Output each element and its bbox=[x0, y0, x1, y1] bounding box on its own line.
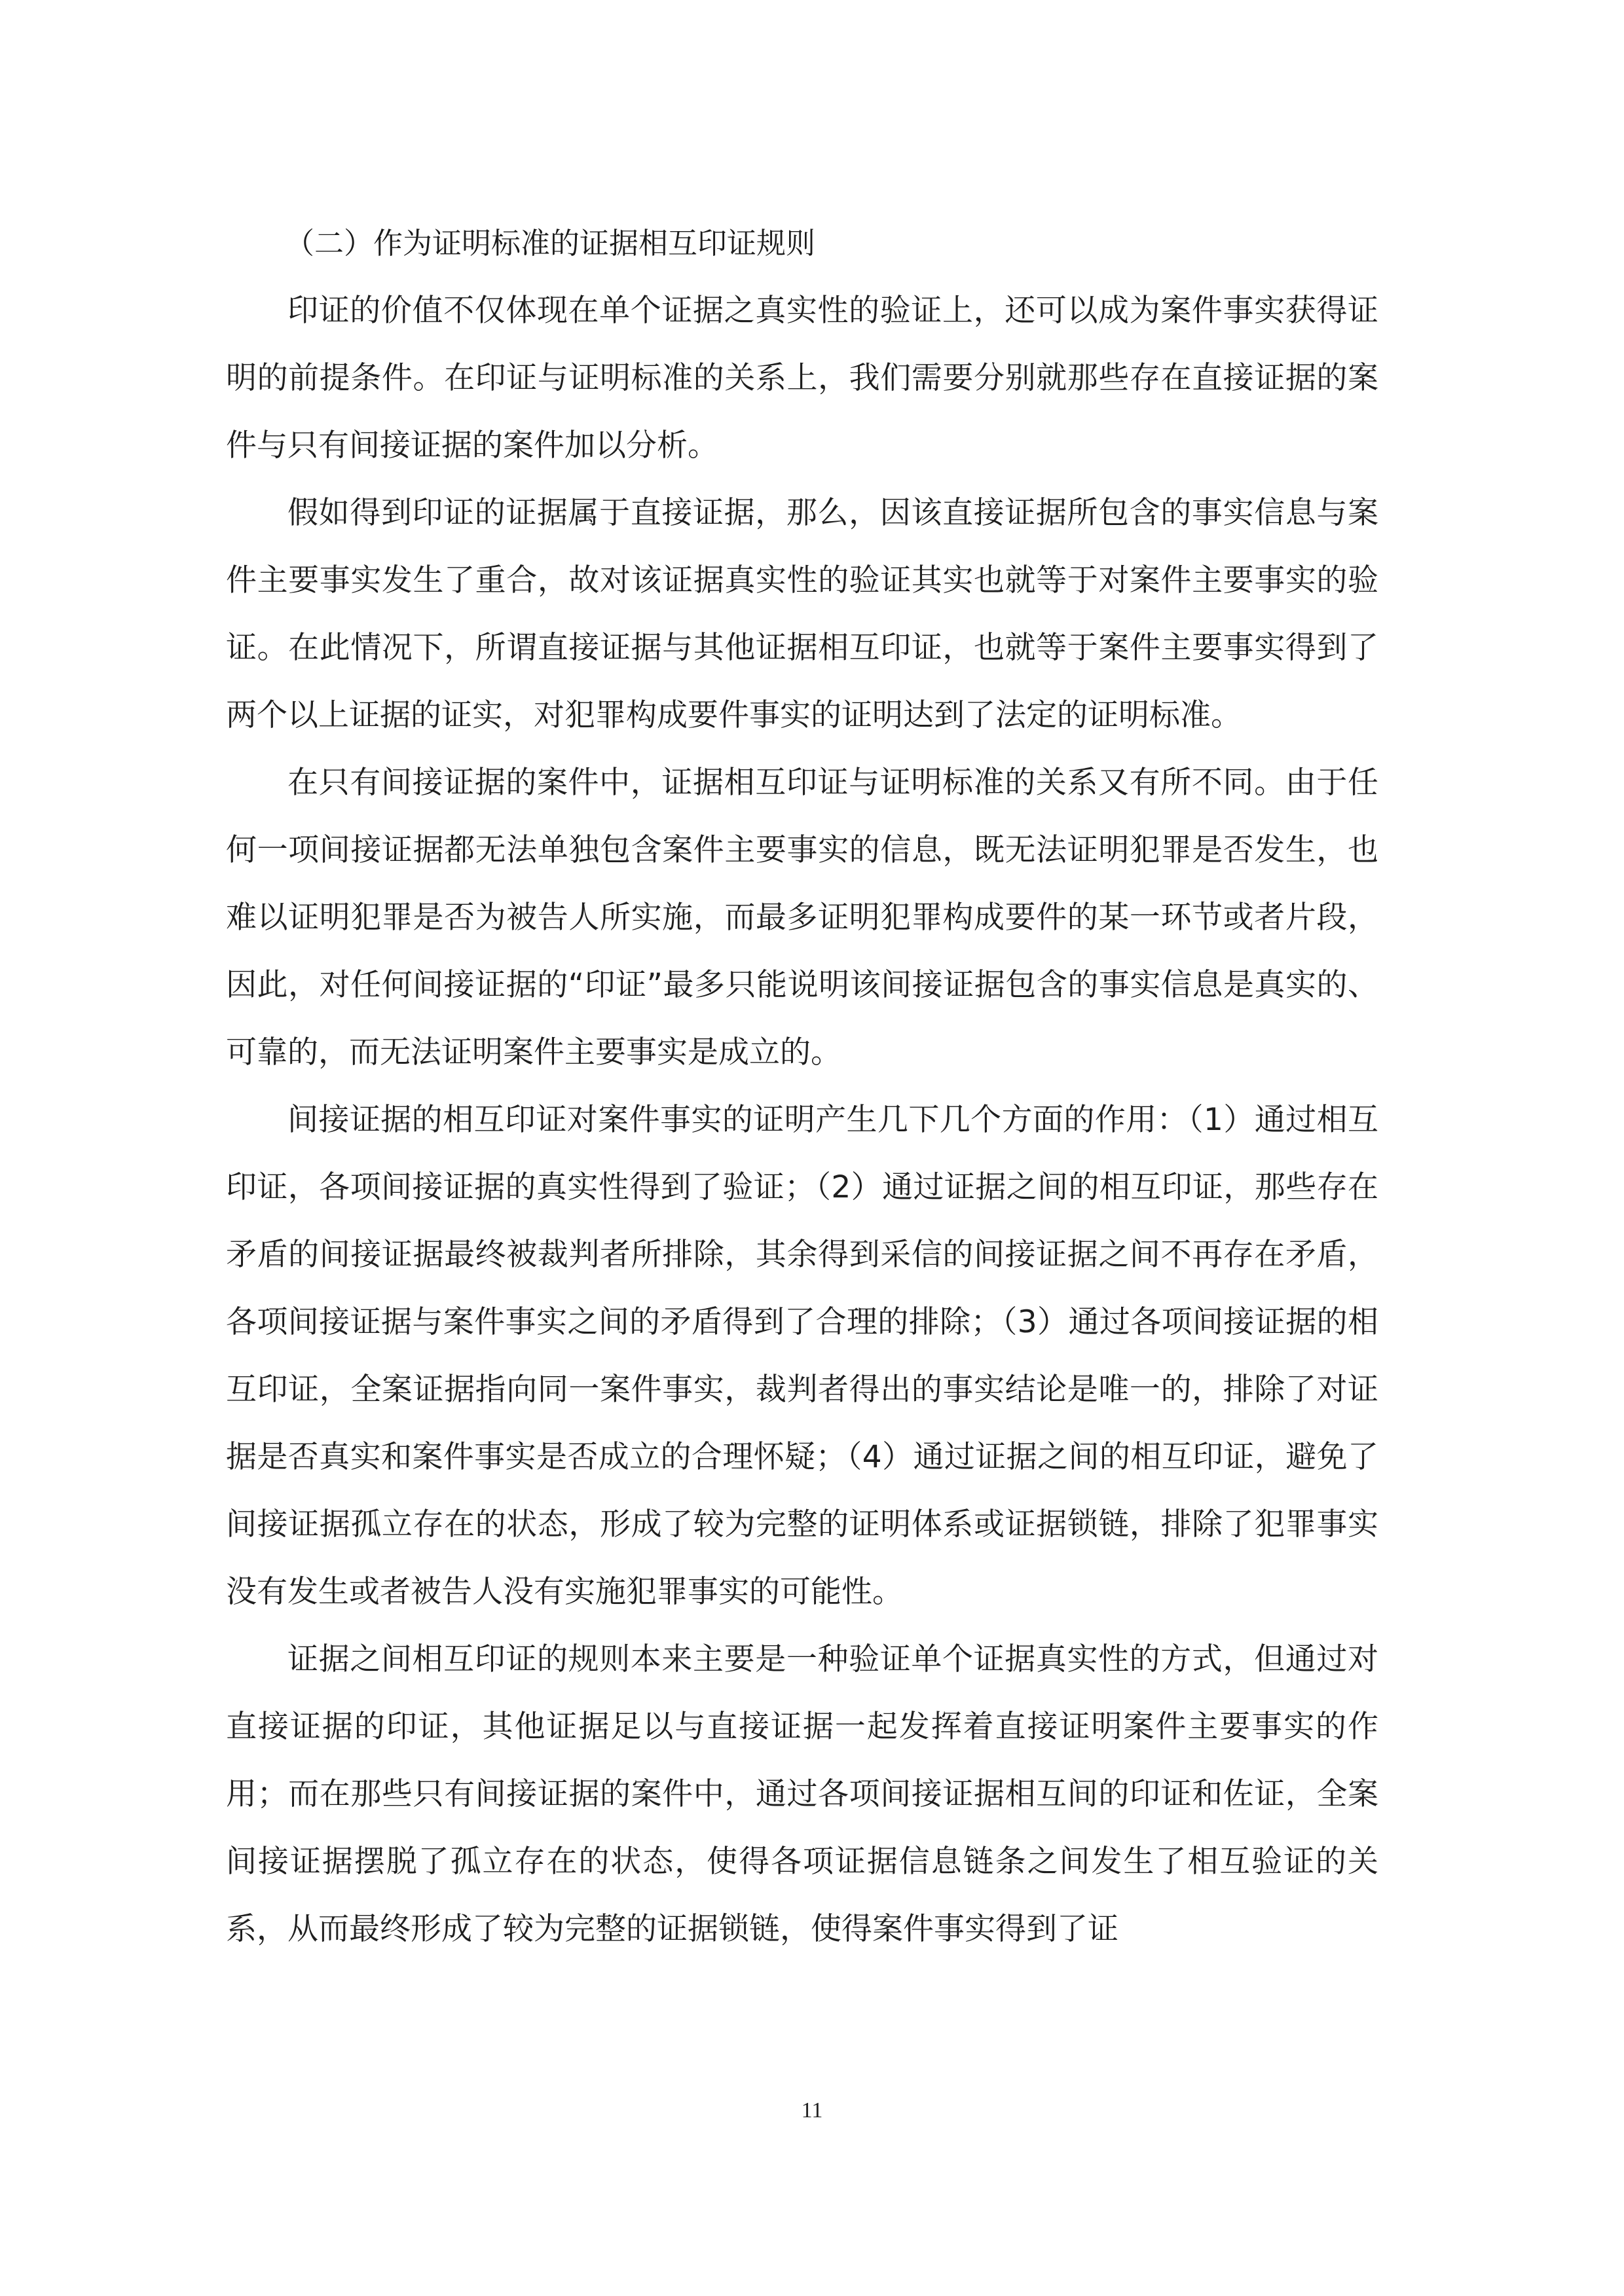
paragraph: 证据之间相互印证的规则本来主要是一种验证单个证据真实性的方式，但通过对直接证据的印证，其他证据足以与直接证据一起发挥着直接证明案件主要事实的作用；而在那些只有间接证据的案件中，通过各项间接证据相互间的印证和佐证，全案间接证据摆脱了孤立存在的状态，使得各项证据信息链条之间发生了相互验证的关系，从而最终形成了较为完整的证据锁链，使得案件事实得到了证 bbox=[226, 1641, 1378, 1947]
page-number: 11 bbox=[801, 2098, 823, 2123]
body-text bbox=[226, 210, 1378, 1963]
paragraph: 在只有间接证据的案件中，证据相互印证与证明标准的关系又有所不同。由于任何一项间接证据都无法单独包含案件主要事实的信息，既无法证明犯罪是否发生，也难以证明犯罪是否为被告人所实施，而最多证明犯罪构成要件的某一环节或者片段，因此，对任何间接证据的“印证”最多只能说明该间接证据包含的事实信息是真实的、可靠的，而无法证明案件主要事实是成立的。 bbox=[226, 765, 1378, 1070]
section-heading: （二）作为证明标准的证据相互印证规则 bbox=[285, 226, 816, 261]
paragraph: 间接证据的相互印证对案件事实的证明产生几下几个方面的作用：（1）通过相互印证，各项间接证据的真实性得到了验证；（2）通过证据之间的相互印证，那些存在矛盾的间接证据最终被裁判者所排除，其余得到采信的间接证据之间不再存在矛盾，各项间接证据与案件事实之间的矛盾得到了合理的排除；（3）通过各项间接证据的相互印证，全案证据指向同一案件事实，裁判者得出的事实结论是唯一的，排除了对证据是否真实和案件事实是否成立的合理怀疑；（4）通过证据之间的相互印证，避免了间接证据孤立存在的状态，形成了较为完整的证明体系或证据锁链，排除了犯罪事实没有发生或者被告人没有实施犯罪事实的可能性。 bbox=[226, 1102, 1378, 1610]
paragraph: 假如得到印证的证据属于直接证据，那么，因该直接证据所包含的事实信息与案件主要事实发生了重合，故对该证据真实性的验证其实也就等于对案件主要事实的验证。在此情况下，所谓直接证据与其他证据相互印证，也就等于案件主要事实得到了两个以上证据的证实，对犯罪构成要件事实的证明达到了法定的证明标准。 bbox=[226, 495, 1378, 733]
paragraph: 印证的价值不仅体现在单个证据之真实性的验证上，还可以成为案件事实获得证明的前提条件。在印证与证明标准的关系上，我们需要分别就那些存在直接证据的案件与只有间接证据的案件加以分析。 bbox=[226, 293, 1378, 464]
